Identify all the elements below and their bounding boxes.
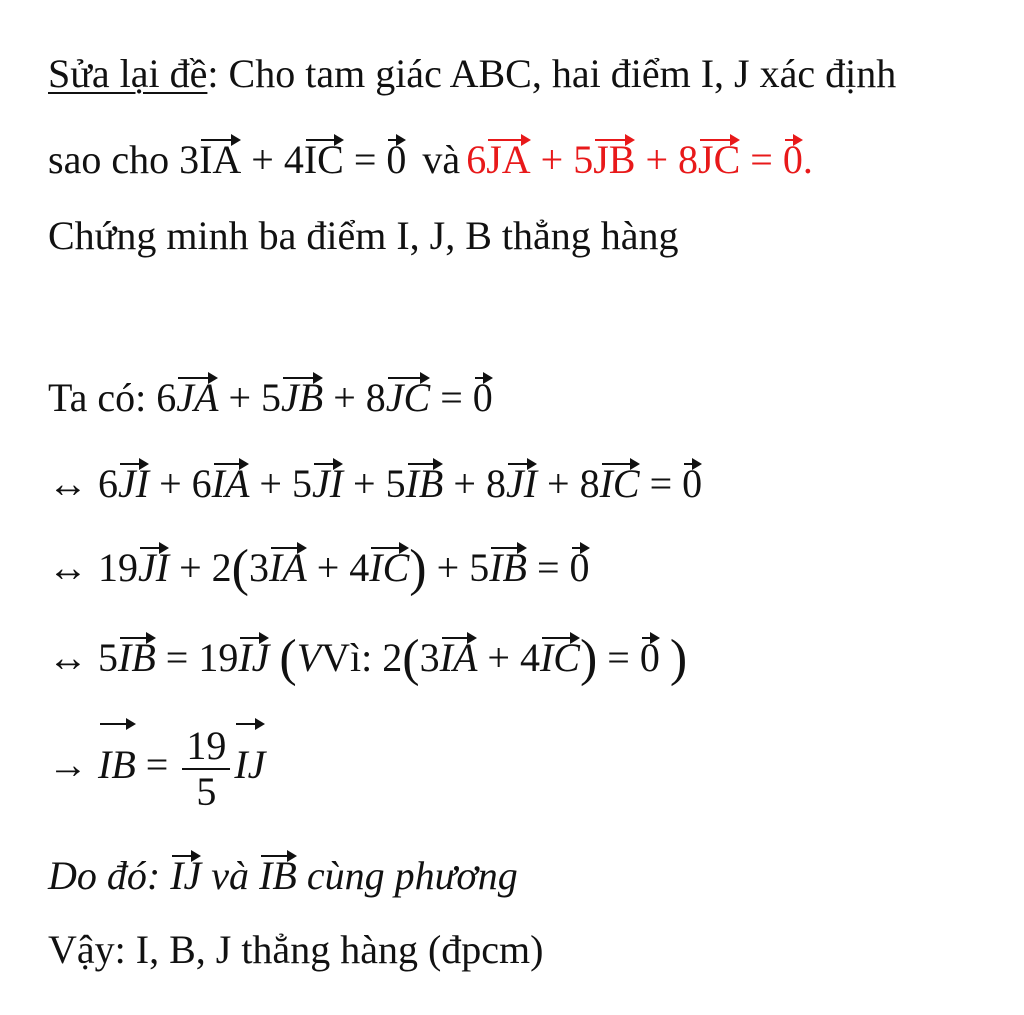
equation-2: 6JI + 6IA + 5JI + 5IB + 8JI + 8IC = 0 (98, 461, 703, 506)
problem-line-1 (48, 50, 896, 98)
fraction (182, 724, 230, 814)
equiv-arrow: ↔ (48, 635, 88, 680)
and-word: và (211, 853, 250, 898)
problem-line-2 (48, 136, 813, 184)
vector-IJ: IJ (170, 853, 202, 898)
solution-line-5 (48, 720, 265, 814)
conclusion-line-1 (48, 852, 518, 900)
condition-equation-2: 6JA + 5JB + 8JC = 0. (466, 137, 813, 182)
equation-3: 19JI + 2(3IA + 4IC) + 5IB = 0 (98, 540, 590, 597)
equation-5: IB = $\frac{19}{5}$ IJ (98, 742, 265, 787)
problem-line-3: Chứng minh ba điểm I, J, B thẳng hàng (48, 213, 679, 258)
equation-1: 6JA + 5JB + 8JC = 0 (156, 375, 493, 420)
equiv-arrow: ↔ (48, 545, 88, 590)
collinear-phrase: cùng phương (306, 853, 518, 898)
solution-line-3 (48, 540, 590, 597)
fraction-numerator: 19 (182, 724, 230, 770)
solution-line-2 (48, 460, 702, 508)
condition-equation-1: 3IA + 4IC = 0 (179, 137, 407, 182)
solution-line-1 (48, 374, 493, 422)
reason-label: Vì: (321, 635, 373, 680)
vector-IB: IB (259, 853, 297, 898)
problem-statement: : Cho tam giác ABC, hai điểm I, J xác định (207, 51, 897, 96)
implies-arrow: → (48, 742, 88, 787)
edit-label: Sửa lại đề (48, 51, 208, 96)
line2-prefix: sao cho (48, 137, 170, 182)
equiv-arrow: ↔ (48, 461, 88, 506)
connector-and: và (422, 137, 461, 182)
fraction-denominator: 5 (196, 768, 217, 814)
intro-label: Ta có: (48, 375, 147, 420)
equation-4: 5IB = 19IJ (VVì: 2(3IA + 4IC) = 0 ) (98, 630, 688, 687)
conclusion-line-2: Vậy: I, B, J thẳng hàng (đpcm) (48, 927, 544, 972)
therefore-label: Do đó: (48, 853, 161, 898)
solution-line-4 (48, 630, 688, 687)
